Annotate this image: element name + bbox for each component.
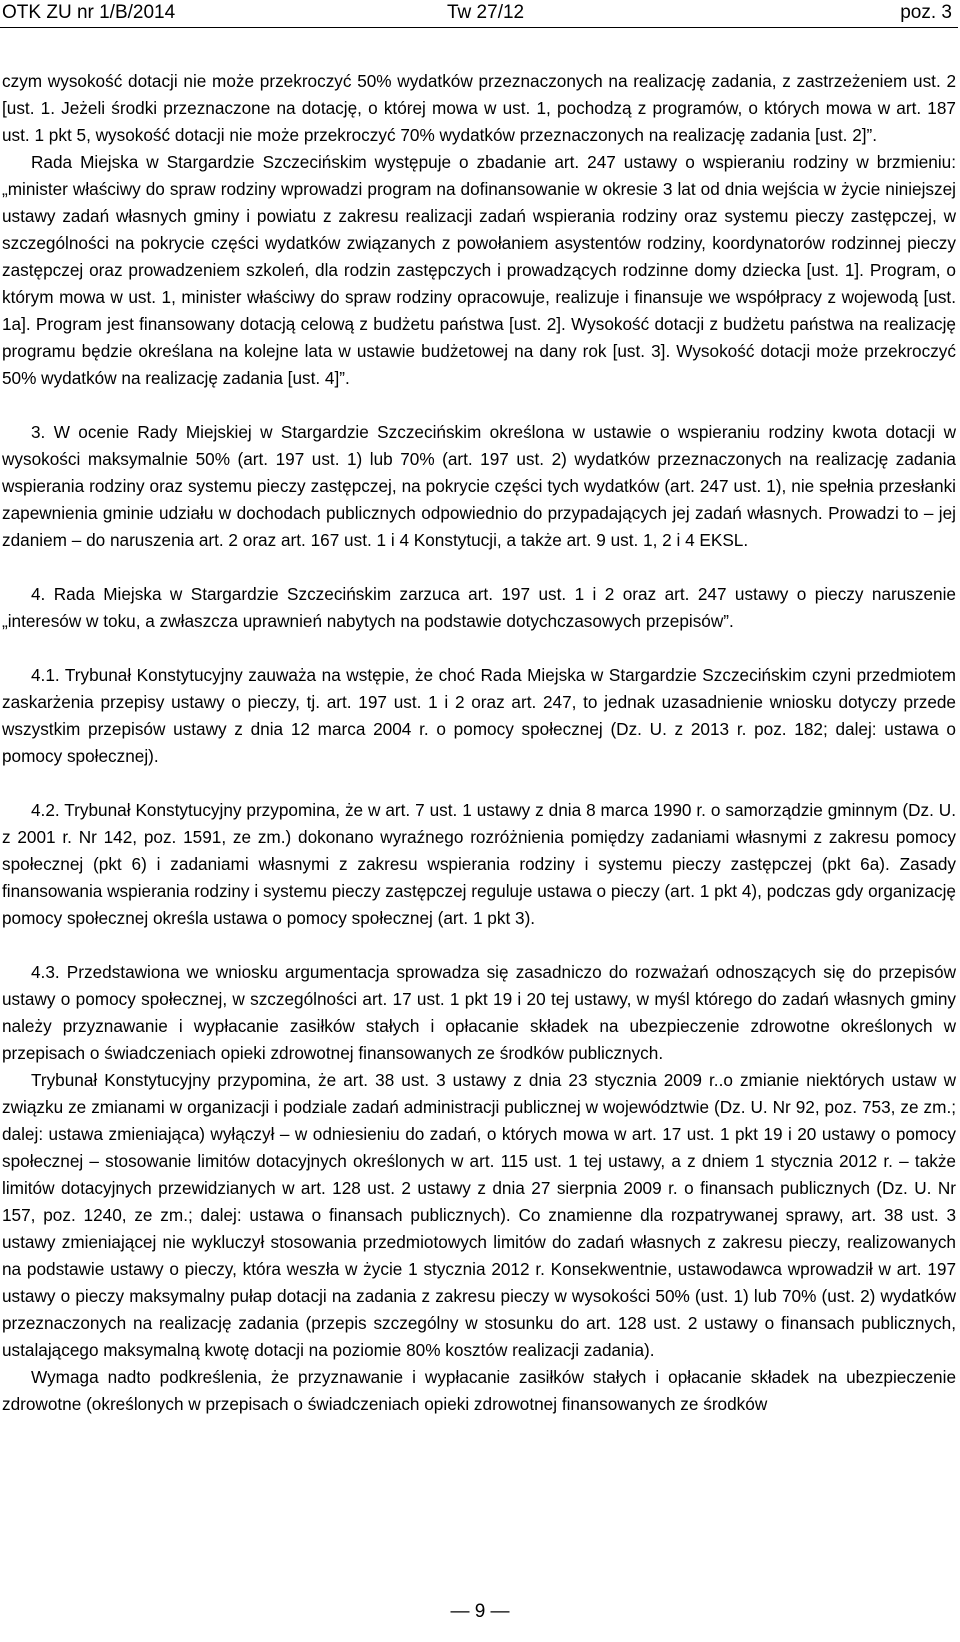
- paragraph-point-4: 4. Rada Miejska w Stargardzie Szczecińskim zarzuca art. 197 ust. 1 i 2 oraz art. 247 ustawy o pieczy naruszenie „interesów w toku, a zwłaszcza uprawnień nabytych na podstawie dotychczasowych przepisów”.: [2, 584, 956, 631]
- paragraph-continuation: czym wysokość dotacji nie może przekroczyć 50% wydatków przeznaczonych na realizację zadania, z zastrzeżeniem ust. 2 [ust. 1. Jeżeli środki przeznaczone na dotację, o której mowa w ust. 1, pochodzą z programów, o których mowa w art. 187 ust. 1 pkt 5, wysokość dotacji nie może przekroczyć 70% wydatków przeznaczonych na realizację zadania [ust. 2]”.: [2, 71, 956, 145]
- paragraph-emphasis: Wymaga nadto podkreślenia, że przyznawanie i wypłacanie zasiłków stałych i opłacanie składek na ubezpieczenie zdrowotne (określonych w przepisach o świadczeniach opieki zdrowotnej finansowanych ze środków: [2, 1367, 956, 1414]
- item-number: poz. 3: [900, 2, 952, 23]
- page-number: — 9 —: [450, 1601, 510, 1622]
- paragraph-tribunal-reminds: Trybunał Konstytucyjny przypomina, że art. 38 ust. 3 ustawy z dnia 23 stycznia 2009 r..o zmianie niektórych ustaw w związku ze zmianami w organizacji i podziale zadań administracji publicznej w województwie (Dz. U. Nr 92, poz. 753, ze zm.; dalej: ustawa zmieniająca) wyłączył – w odniesieniu do zadań, o których mowa w art. 17 ust. 1 pkt 19 i 20 ustawy o pomocy społecznej – stosowanie limitów dotacyjnych określonych w art. 115 ust. 1 tej ustawy, a z dniem 1 stycznia 2012 r. – także limitów dotacyjnych przewidzianych w art. 128 ust. 2 ustawy z dnia 27 sierpnia 2009 r. o finansach publicznych (Dz. U. Nr 157, poz. 1240, ze zm.; dalej: ustawa o finansach publicznych). Co znamienne dla rozpatrywanej sprawy, art. 38 ust. 3 ustawy zmieniającej nie wykluczył stosowania przedmiotowych limitów do zadań własnych z zakresu pieczy, realizowanych na podstawie ustawy o pieczy, która weszła w życie 1 stycznia 2012 r. Konsekwentnie, ustawodawca wprowadził w art. 197 ustawy o pieczy maksymalny pułap dotacji na zadania z zakresu pieczy w wysokości 50% (ust. 1) lub 70% (ust. 2) wydatków przeznaczonych na realizację zadania (przepis szczególny w stosunku do art. 128 ust. 2 ustawy o finansach publicznych, ustalającego maksymalną kwotę dotacji na poziomie 80% kosztów realizacji zadania).: [2, 1070, 956, 1360]
- document-body: [2, 68, 956, 1418]
- paragraph-point-4-1: 4.1. Trybunał Konstytucyjny zauważa na wstępie, że choć Rada Miejska w Stargardzie Szczecińskim czyni przedmiotem zaskarżenia przepisy ustawy o pieczy, tj. art. 197 ust. 1 i 2 oraz art. 247, to jednak uzasadnienie wniosku dotyczy przede wszystkim przepisów ustawy z dnia 12 marca 2004 r. o pomocy społecznej (Dz. U. z 2013 r. poz. 182; dalej: ustawa o pomocy społecznej).: [2, 665, 956, 766]
- paragraph-point-4-3: 4.3. Przedstawiona we wniosku argumentacja sprowadza się zasadniczo do rozważań odnoszących się do przepisów ustawy o pomocy społecznej, w szczególności art. 17 ust. 1 pkt 19 i 20 tej ustawy, w myśl którego do zadań własnych gminy należy przyznawanie i wypłacanie zasiłków stałych i opłacanie składek na ubezpieczenie zdrowotne określonych w przepisach o świadczeniach opieki zdrowotnej finansowanych ze środków publicznych.: [2, 962, 956, 1063]
- paragraph-point-4-2: 4.2. Trybunał Konstytucyjny przypomina, że w art. 7 ust. 1 ustawy z dnia 8 marca 1990 r. o samorządzie gminnym (Dz. U. z 2001 r. Nr 142, poz. 1591, ze zm.) dokonano wyraźnego rozróżnienia pomiędzy zadaniami własnymi z zakresu pomocy społecznej (pkt 6) i zadaniami własnymi z zakresu wspierania rodziny i systemu pieczy zastępczej (pkt 6a). Zasady finansowania wspierania rodziny i systemu pieczy zastępczej reguluje ustawa o pieczy (art. 1 pkt 4), podczas gdy organizację pomocy społecznej określa ustawa o pomocy społecznej (art. 1 pkt 3).: [2, 800, 956, 928]
- journal-reference: OTK ZU nr 1/B/2014: [2, 2, 176, 23]
- header-rule: [0, 27, 958, 28]
- paragraph-art-247: Rada Miejska w Stargardzie Szczecińskim występuje o zbadanie art. 247 ustawy o wspieraniu rodziny w brzmieniu: „minister właściwy do spraw rodziny wprowadzi program na dofinansowanie w okresie 3 lat od dnia wejścia w życie niniejszej ustawy zadań własnych gminy i powiatu z zakresu realizacji zadań wspierania rodziny oraz systemu pieczy zastępczej, w szczególności na pokrycie części wydatków związanych z powołaniem asystentów rodziny, koordynatorów rodzinnej pieczy zastępczej oraz prowadzeniem szkoleń, dla rodzin zastępczych i prowadzących rodzinne domy dziecka [ust. 1]. Program, o którym mowa w ust. 1, minister właściwy do spraw rodziny opracowuje, realizuje i finansuje we współpracy z wojewodą [ust. 1a]. Program jest finansowany dotacją celową z budżetu państwa [ust. 2]. Wysokość dotacji z budżetu państwa na realizację programu będzie określana na kolejne lata w ustawie budżetowej na dany rok [ust. 3]. Wysokość dotacji może przekroczyć 50% wydatków na realizację zadania [ust. 4]”.: [2, 152, 956, 388]
- paragraph-point-3: 3. W ocenie Rady Miejskiej w Stargardzie Szczecińskim określona w ustawie o wspieraniu rodziny kwota dotacji w wysokości maksymalnie 50% (art. 197 ust. 1) lub 70% (art. 197 ust. 2) wydatków przeznaczonych na realizację zadania wspierania rodziny oraz systemu pieczy zastępczej, na pokrycie części tych wydatków (art. 247 ust. 1), nie spełnia przesłanki zapewnienia gminie udziału w dochodach publicznych odpowiednio do przypadających jej zadań własnych. Prowadzi to – jej zdaniem – do naruszenia art. 2 oraz art. 167 ust. 1 i 4 Konstytucji, a także art. 9 ust. 1, 2 i 4 EKSL.: [2, 422, 956, 550]
- page-header: [0, 0, 960, 28]
- case-signature: Tw 27/12: [447, 2, 525, 23]
